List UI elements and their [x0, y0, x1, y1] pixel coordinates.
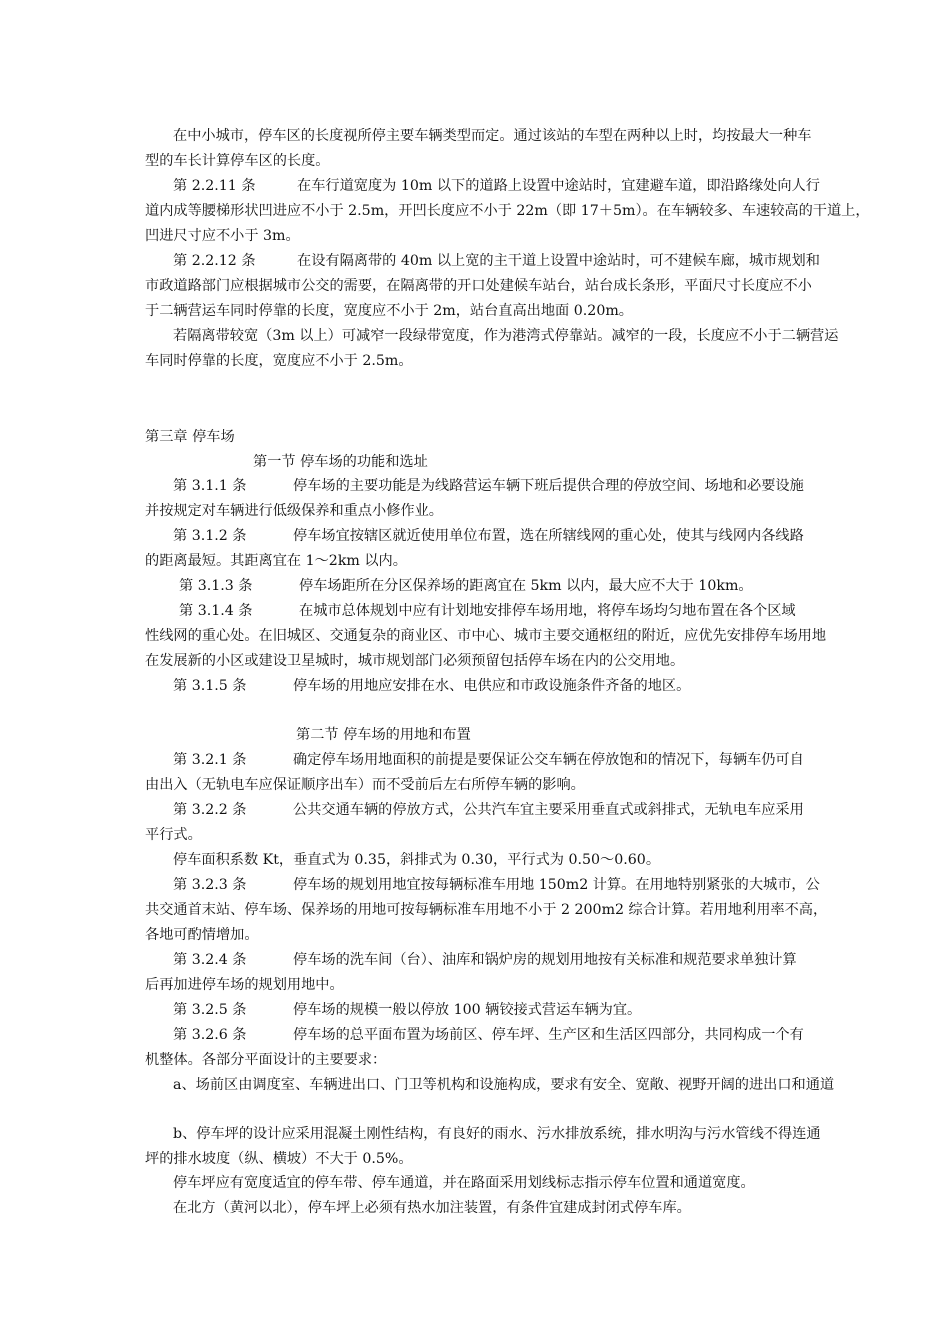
chapter-title: 第三章 停车场 [145, 429, 235, 445]
paragraph-line: 由出入（无轨电车应保证顺序出车）而不受前后左右所停车辆的影响。 [145, 777, 585, 793]
clause-3-2-2 [173, 798, 804, 822]
clause-text: 停车场的规模一般以停放 100 辆铰接式营运车辆为宜。 [293, 1002, 642, 1018]
paragraph-line: 于二辆营运车同时停靠的长度，宽度应不小于 2m，站台直高出地面 0.20m。 [145, 303, 633, 319]
clause-text: 停车场的规划用地宜按每辆标准车用地 150m2 计算。在用地特别紧张的大城市，公 [293, 877, 820, 893]
clause-number: 第 3.2.4 条 [173, 952, 247, 968]
clause-number: 第 2.2.11 条 [173, 178, 256, 194]
clause-text: 公共交通车辆的停放方式，公共汽车宜主要采用垂直式或斜排式，无轨电车应采用 [293, 802, 804, 818]
clause-number: 第 3.1.3 条 [179, 578, 253, 594]
clause-3-1-2 [173, 524, 804, 548]
clause-3-1-4 [179, 599, 796, 623]
paragraph-line: 型的车长计算停车区的长度。 [145, 153, 330, 169]
clause-number: 第 2.2.12 条 [173, 253, 256, 269]
list-item-b: b、停车坪的设计应采用混凝土刚性结构，有良好的雨水、污水排放系统，排水明沟与污水管线不得连通 [173, 1126, 821, 1142]
clause-number: 第 3.2.3 条 [173, 877, 247, 893]
list-item-a: a、场前区由调度室、车辆进出口、门卫等机构和设施构成，要求有安全、宽敞、视野开阔的进出口和通道 [173, 1077, 835, 1093]
clause-3-2-3 [173, 873, 820, 897]
paragraph-line: 停车面积系数 Kt，垂直式为 0.35，斜排式为 0.30，平行式为 0.50～0.60。 [173, 852, 661, 868]
clause-text: 停车场的用地应安排在水、电供应和市政设施条件齐备的地区。 [293, 678, 691, 694]
clause-number: 第 3.1.1 条 [173, 478, 247, 494]
paragraph-line: 市政道路部门应根据城市公交的需要，在隔离带的开口处建候车站台，站台成长条形，平面尺寸长度应不小 [145, 278, 812, 294]
clause-2-2-12 [173, 249, 820, 273]
clause-text: 停车场宜按辖区就近使用单位布置，选在所辖线网的重心处，使其与线网内各线路 [293, 528, 804, 544]
paragraph-line: 坪的排水坡度（纵、横坡）不大于 0.5%。 [145, 1151, 413, 1167]
clause-3-2-4 [173, 948, 797, 972]
paragraph-line: 的距离最短。其距离宜在 1～2km 以内。 [145, 553, 407, 569]
clause-3-2-1 [173, 748, 804, 772]
paragraph-line: 停车坪应有宽度适宜的停车带、停车通道，并在路面采用划线标志指示停车位置和通道宽度。 [173, 1175, 755, 1191]
paragraph-line: 道内成等腰梯形状凹进应不小于 2.5m，开凹长度应不小于 22m（即 17＋5m）。在车辆较多、车速较高的干道上， [145, 203, 870, 219]
paragraph-line: 平行式。 [145, 827, 202, 843]
clause-number: 第 3.1.5 条 [173, 678, 247, 694]
paragraph-line: 机整体。各部分平面设计的主要要求： [145, 1052, 387, 1068]
paragraph-line: 在北方（黄河以北），停车坪上必须有热水加注装置，有条件宜建成封闭式停车库。 [173, 1200, 691, 1216]
clause-number: 第 3.2.5 条 [173, 1002, 247, 1018]
paragraph-line: 共交通首末站、停车场、保养场的用地可按每辆标准车用地不小于 2 200m2 综合计算。若用地利用率不高， [145, 902, 828, 918]
clause-text: 在城市总体规划中应有计划地安排停车场用地，将停车场均匀地布置在各个区域 [299, 603, 796, 619]
clause-text: 在车行道宽度为 10m 以下的道路上设置中途站时，宜建避车道，即沿路缘处向人行 [297, 178, 820, 194]
section-title: 第二节 停车场的用地和布置 [296, 727, 471, 743]
paragraph-line: 在中小城市，停车区的长度视所停主要车辆类型而定。通过该站的车型在两种以上时，均按最大一种车 [173, 128, 812, 144]
clause-text: 停车场的主要功能是为线路营运车辆下班后提供合理的停放空间、场地和必要设施 [293, 478, 804, 494]
clause-2-2-11 [173, 174, 820, 198]
clause-number: 第 3.2.6 条 [173, 1027, 247, 1043]
section-title: 第一节 停车场的功能和选址 [253, 454, 428, 470]
clause-3-1-1 [173, 474, 804, 498]
clause-3-1-3 [179, 574, 753, 598]
paragraph-line: 后再加进停车场的规划用地中。 [145, 977, 344, 993]
paragraph-line: 若隔离带较宽（3m 以上）可减窄一段绿带宽度，作为港湾式停靠站。减窄的一段，长度应不小于二辆营运 [173, 328, 839, 344]
paragraph-line: 凹进尺寸应不小于 3m。 [145, 228, 300, 244]
clause-number: 第 3.1.4 条 [179, 603, 253, 619]
clause-3-2-6 [173, 1023, 804, 1047]
clause-number: 第 3.2.2 条 [173, 802, 247, 818]
clause-text: 确定停车场用地面积的前提是要保证公交车辆在停放饱和的情况下，每辆车仍可自 [293, 752, 804, 768]
clause-text: 停车场的洗车间（台）、油库和锅炉房的规划用地按有关标准和规范要求单独计算 [293, 952, 797, 968]
paragraph-line: 车同时停靠的长度，宽度应不小于 2.5m。 [145, 353, 413, 369]
clause-number: 第 3.1.2 条 [173, 528, 247, 544]
clause-3-2-5 [173, 998, 641, 1022]
paragraph-line: 性线网的重心处。在旧城区、交通复杂的商业区、市中心、城市主要交通枢纽的附近，应优先安排停车场用地 [145, 628, 827, 644]
clause-text: 停车场距所在分区保养场的距离宜在 5km 以内，最大应不大于 10km。 [299, 578, 753, 594]
clause-number: 第 3.2.1 条 [173, 752, 247, 768]
paragraph-line: 各地可酌情增加。 [145, 927, 259, 943]
clause-3-1-5 [173, 674, 690, 698]
paragraph-line: 在发展新的小区或建设卫星城时，城市规划部门必须预留包括停车场在内的公交用地。 [145, 653, 685, 669]
clause-text: 在设有隔离带的 40m 以上宽的主干道上设置中途站时，可不建候车廊，城市规划和 [297, 253, 820, 269]
paragraph-line: 并按规定对车辆进行低级保养和重点小修作业。 [145, 503, 443, 519]
clause-text: 停车场的总平面布置为场前区、停车坪、生产区和生活区四部分，共同构成一个有 [293, 1027, 804, 1043]
